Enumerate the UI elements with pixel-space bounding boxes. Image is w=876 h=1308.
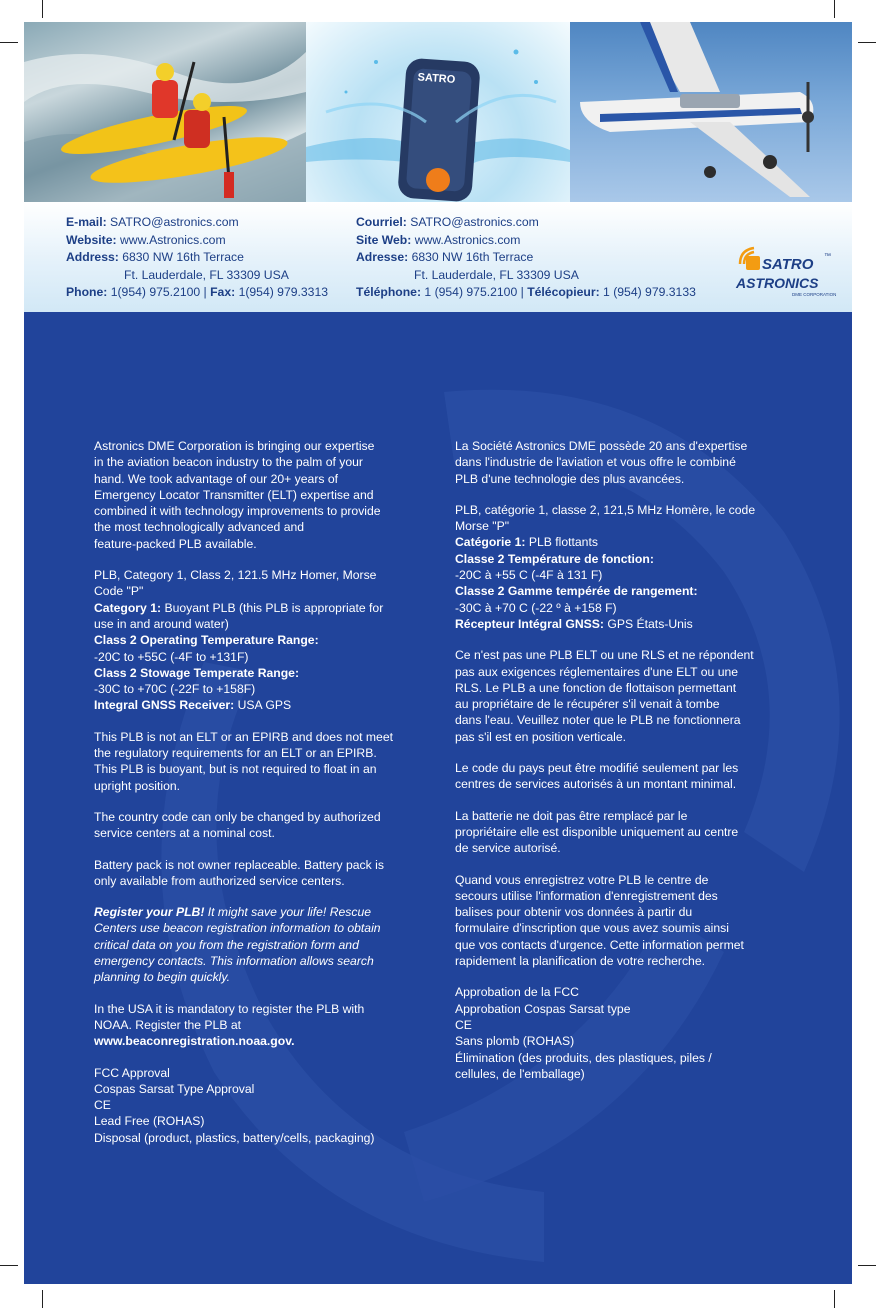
email-label: E-mail: — [66, 215, 107, 229]
text-line: PLB, catégorie 1, classe 2, 121,5 MHz Homère, le code — [455, 502, 756, 517]
text-line: Morse "P" — [455, 519, 510, 534]
text-line: au propriétaire de le récupérer s'il venait à tombe — [455, 697, 720, 712]
recepteur-gnss-label: Récepteur Intégral GNSS: — [455, 616, 604, 631]
text-line: upright position. — [94, 778, 181, 793]
text-line: formulaire d'inscription que vous avez soumis ainsi — [455, 921, 729, 936]
register-paragraph-en — [94, 904, 430, 985]
fax-value: 1(954) 979.3313 — [238, 285, 329, 299]
list-item: CE — [94, 1098, 111, 1113]
text-line: RLS. Le PLB a une fonction de flottaison permettant — [455, 680, 737, 695]
text-line: Astronics DME Corporation is bringing our expertise — [94, 439, 375, 453]
logo-tm: ™ — [824, 253, 831, 260]
address-label: Address: — [66, 250, 119, 264]
text-line: This PLB is not an ELT or an EPIRB and does not meet — [94, 729, 393, 744]
not-elt-paragraph-fr — [455, 647, 795, 745]
text-line: the regulatory requirements for an ELT or an EPIRB. — [94, 746, 377, 761]
logo-astronics-text: ASTRONICS — [736, 275, 819, 291]
telecopieur-label: Télécopieur: — [527, 285, 600, 299]
text-line: PLB, Category 1, Class 2, 121.5 MHz Homer, Morse — [94, 568, 377, 583]
text-line: pas s'il est en position verticale. — [455, 729, 627, 744]
contact-french — [356, 214, 696, 302]
website-label: Website: — [66, 232, 117, 247]
recepteur-gnss-value: GPS États-Unis — [604, 616, 693, 631]
list-item: Cospas Sarsat Type Approval — [94, 1081, 255, 1096]
crop-mark — [42, 1290, 43, 1308]
text-line: planning to begin quickly. — [94, 970, 230, 985]
text-line: feature-packed PLB available. — [94, 536, 257, 551]
site-web-label: Site Web: — [356, 232, 412, 247]
french-column — [455, 438, 795, 1097]
categorie-value: PLB flottants — [525, 535, 598, 550]
text-line: combined it with technology improvements to provide — [94, 504, 381, 519]
country-code-paragraph-en — [94, 809, 430, 842]
text-line: hand. We took advantage of our 20+ years of — [94, 471, 339, 486]
text-line: Code "P" — [94, 584, 144, 599]
text-line: in the aviation beacon industry to the palm of your — [94, 455, 363, 470]
email-value: SATRO@astronics.com — [110, 215, 239, 229]
crop-mark — [0, 42, 18, 43]
specs-fr — [455, 502, 795, 632]
english-column — [94, 438, 430, 1161]
beacon-splash-photo — [306, 22, 570, 202]
text-line: Ce n'est pas une PLB ELT ou une RLS et ne répondent — [455, 648, 754, 663]
adresse-line-1: 6830 NW 16th Terrace — [411, 250, 534, 264]
airplane-photo — [570, 22, 852, 202]
gnss-value: USA GPS — [234, 698, 292, 713]
text-line: The country code can only be changed by authorized — [94, 809, 381, 824]
list-item: Sans plomb (ROHAS) — [455, 1034, 575, 1049]
not-elt-paragraph-en — [94, 729, 430, 794]
categorie-label: Catégorie 1: — [455, 535, 526, 550]
text-line: La Société Astronics DME possède 20 ans d'expertise — [455, 439, 748, 453]
text-line: Le code du pays peut être modifié seulement par les — [455, 761, 739, 776]
battery-paragraph-fr — [455, 808, 795, 857]
logo-subtitle: DME CORPORATION — [792, 292, 837, 297]
list-item: Lead Free (ROHAS) — [94, 1114, 205, 1129]
intro-paragraph-en — [94, 438, 430, 552]
gnss-label: Integral GNSS Receiver: — [94, 698, 235, 713]
contact-english — [66, 214, 328, 302]
telecopieur-value: 1 (954) 979.3133 — [603, 285, 696, 299]
country-code-paragraph-fr — [455, 760, 795, 793]
address-line-1: 6830 NW 16th Terrace — [122, 250, 244, 264]
satro-astronics-logo — [734, 244, 842, 304]
category-label: Category 1: — [94, 600, 162, 615]
crop-mark — [834, 0, 835, 18]
telephone-label: Téléphone: — [356, 285, 422, 299]
text-line: Centers use beacon registration information to obtain — [94, 921, 381, 936]
text-line: Battery pack is not owner replaceable. Battery pack is — [94, 857, 384, 872]
courriel-label: Courriel: — [356, 215, 407, 229]
text-line: emergency contacts. This information allows search — [94, 954, 374, 969]
text-line: propriétaire elle est disponible uniquement au centre — [455, 824, 739, 839]
adresse-line-2: Ft. Lauderdale, FL 33309 USA — [414, 267, 579, 282]
phone-label: Phone: — [66, 285, 108, 299]
register-paragraph-fr — [455, 872, 795, 970]
text-line: This PLB is buoyant, but is not required to float in an — [94, 762, 377, 777]
text-line: La batterie ne doit pas être remplacé par le — [455, 808, 688, 823]
text-line: dans l'eau. Veuillez noter que le PLB ne fonctionnera — [455, 713, 741, 728]
operating-temp-label: Class 2 Operating Temperature Range: — [94, 633, 319, 648]
beacon-label: SATRO — [417, 71, 456, 86]
stowage-temp-label: Class 2 Stowage Temperate Range: — [94, 665, 299, 680]
crop-mark — [858, 1265, 876, 1266]
intro-paragraph-fr — [455, 438, 795, 487]
rafting-photo — [24, 22, 306, 202]
approvals-list-fr — [455, 984, 795, 1082]
temperature-fonction-value: -20C à +55 C (-4F à 131 F) — [455, 568, 603, 583]
category-value: Buoyant PLB (this PLB is appropriate for — [161, 600, 384, 615]
text-line: que vos contacts d'urgence. Cette information permet — [455, 937, 744, 952]
fax-label: Fax: — [210, 285, 236, 299]
website-value: www.Astronics.com — [119, 232, 226, 247]
specs-en — [94, 567, 430, 714]
address-line-2: Ft. Lauderdale, FL 33309 USA — [124, 267, 289, 282]
list-item: Disposal (product, plastics, battery/cells, packaging) — [94, 1130, 375, 1145]
photo-strip — [24, 22, 852, 202]
text-line: de service autorisé. — [455, 841, 561, 856]
crop-mark — [834, 1290, 835, 1308]
contact-strip — [24, 202, 852, 312]
text-line: Quand vous enregistrez votre PLB le centre de — [455, 872, 709, 887]
category-value-cont: use in and around water) — [94, 616, 229, 631]
text-line: rapidement la planification de votre recherche. — [455, 954, 705, 969]
text-line: PLB d'une technologie des plus avancées. — [455, 471, 685, 486]
text-line: only available from authorized service centers. — [94, 873, 345, 888]
crop-mark — [42, 0, 43, 18]
crop-mark — [858, 42, 876, 43]
text-line: pas aux exigences réglementaires d'une ELT ou une — [455, 664, 739, 679]
logo-satro-text: SATRO — [762, 256, 814, 273]
text-line: In the USA it is mandatory to register the PLB with — [94, 1001, 365, 1016]
phone-value: 1(954) 975.2100 | — [110, 285, 207, 299]
text-line: Emergency Locator Transmitter (ELT) expertise and — [94, 487, 374, 502]
text-line: critical data on you from the registration form and — [94, 937, 359, 952]
text-line: It might save your life! Rescue — [204, 905, 372, 920]
site-web-value: www.Astronics.com — [414, 232, 521, 247]
adresse-label: Adresse: — [356, 250, 409, 264]
list-item: FCC Approval — [94, 1065, 170, 1080]
list-item: Approbation Cospas Sarsat type — [455, 1001, 631, 1016]
operating-temp-value: -20C to +55C (-4F to +131F) — [94, 649, 249, 664]
courriel-value: SATRO@astronics.com — [410, 215, 539, 229]
approvals-list-en — [94, 1065, 430, 1146]
text-line: dans l'industrie de l'aviation et vous offre le combiné — [455, 455, 736, 470]
stowage-temp-value: -30C to +70C (-22F to +158F) — [94, 682, 256, 697]
crop-mark — [0, 1265, 18, 1266]
rangement-value: -30C à +70 C (-22 º à +158 F) — [455, 600, 617, 615]
list-item: CE — [455, 1017, 472, 1032]
list-item: Élimination (des produits, des plastiques, piles / — [455, 1050, 712, 1065]
register-callout: Register your PLB! — [94, 905, 205, 920]
text-line: service centers at a nominal cost. — [94, 826, 275, 841]
text-line: NOAA. Register the PLB at — [94, 1017, 241, 1032]
list-item: cellules, de l'emballage) — [455, 1066, 585, 1081]
battery-paragraph-en — [94, 857, 430, 890]
noaa-registration-link[interactable]: www.beaconregistration.noaa.gov. — [94, 1034, 295, 1049]
brochure-page — [24, 22, 852, 1284]
text-line: balises pour obtenir vos données à partir du — [455, 905, 693, 920]
text-line: the most technologically advanced and — [94, 520, 305, 535]
text-line: centres de services autorisés à un montant minimal. — [455, 777, 737, 792]
rangement-label: Classe 2 Gamme tempérée de rangement: — [455, 584, 698, 599]
telephone-value: 1 (954) 975.2100 | — [424, 285, 524, 299]
list-item: Approbation de la FCC — [455, 985, 579, 1000]
temperature-fonction-label: Classe 2 Température de fonction: — [455, 551, 654, 566]
usa-registration-paragraph — [94, 1001, 430, 1050]
blue-content-panel — [24, 312, 852, 1284]
text-line: secours utilise l'information d'enregistrement des — [455, 888, 718, 903]
